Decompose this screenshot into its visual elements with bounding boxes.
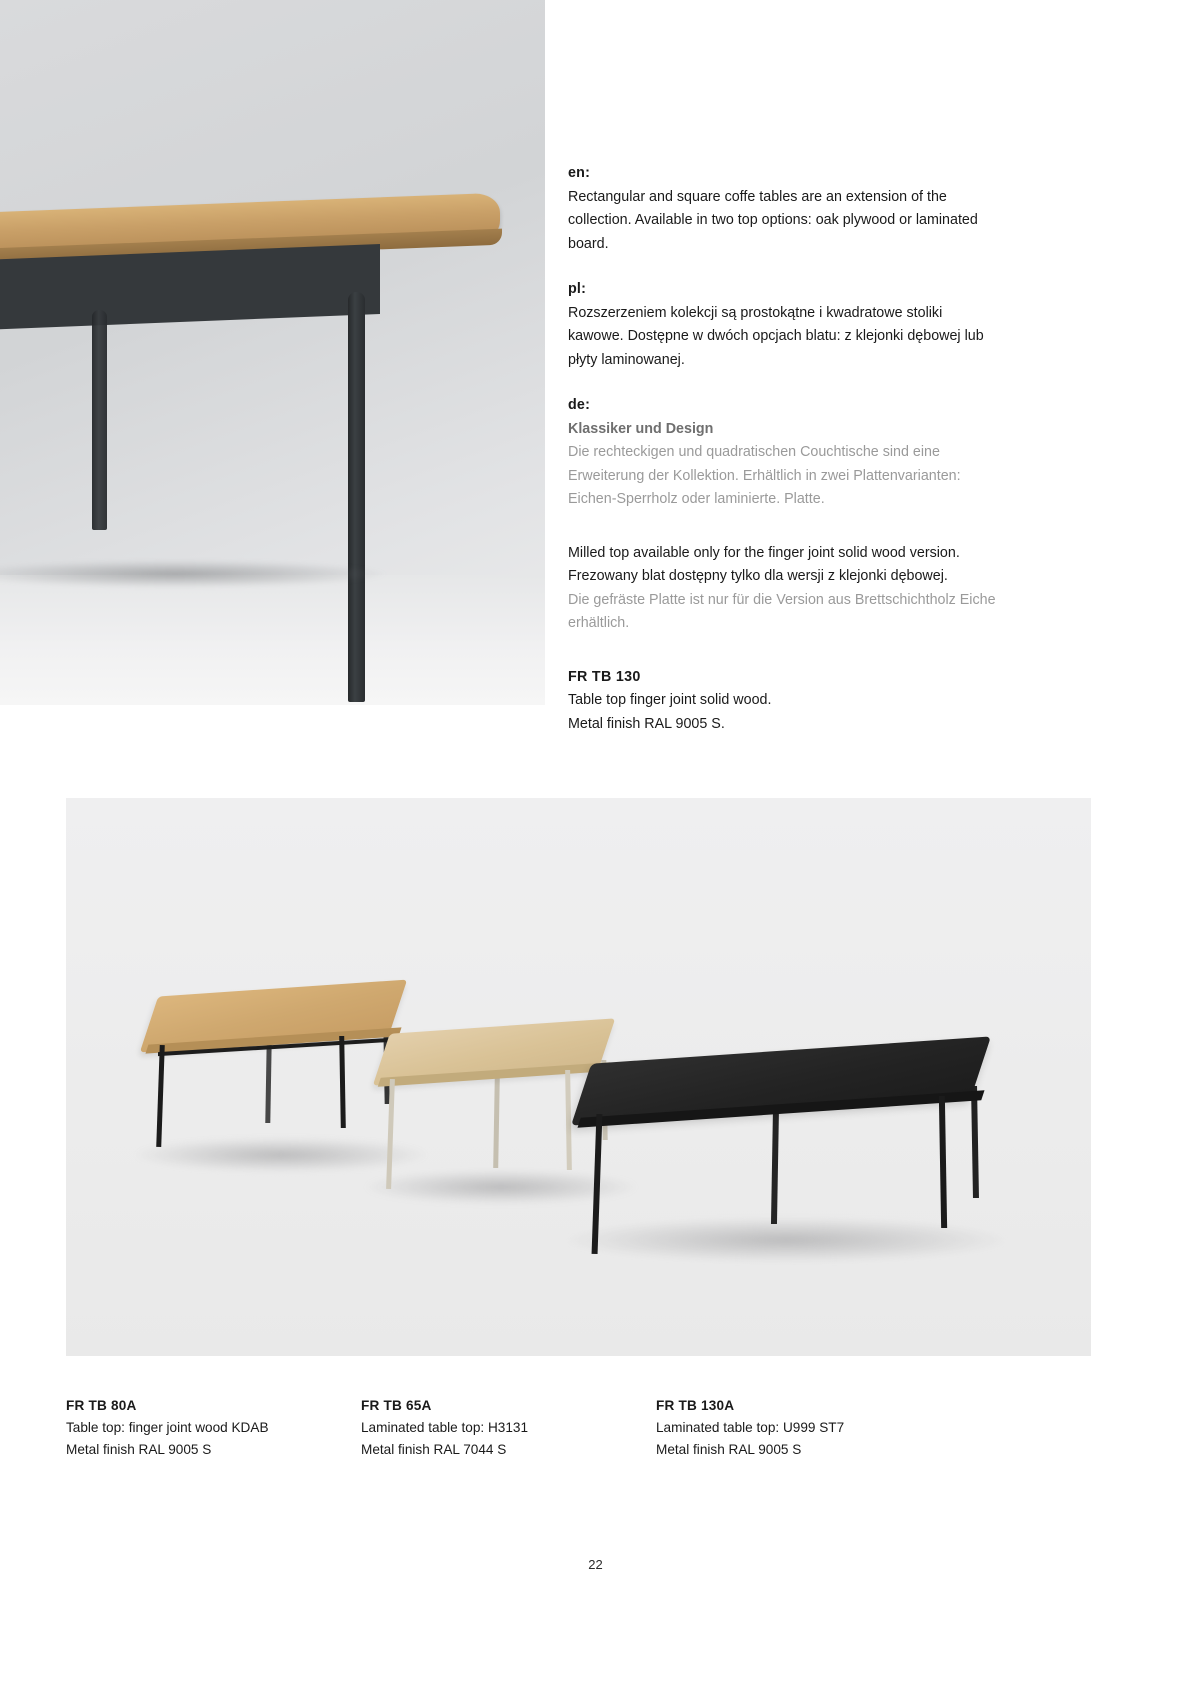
shadow-table-1 xyxy=(136,1138,426,1172)
table-1-leg-back-left xyxy=(265,1041,271,1123)
note-text-en: Milled top available only for the finger joint solid wood version. xyxy=(568,544,960,561)
hero-table-leg-front xyxy=(348,292,365,702)
hero-shadow xyxy=(0,560,390,588)
product-code: FR TB 130 xyxy=(568,668,641,685)
caption-column-1 xyxy=(66,1395,361,1461)
caption-line1-2: Laminated table top: H3131 xyxy=(361,1420,529,1435)
language-label-de: de: xyxy=(568,397,591,413)
language-label-pl: pl: xyxy=(568,281,587,297)
caption-column-2 xyxy=(361,1395,656,1461)
paragraph-en xyxy=(568,162,998,256)
paragraph-pl xyxy=(568,278,998,372)
caption-row xyxy=(66,1395,1091,1461)
table-3-leg-back-left xyxy=(771,1106,779,1224)
table-1-leg-front-right xyxy=(339,1036,346,1128)
caption-line2-1: Metal finish RAL 9005 S xyxy=(66,1442,212,1457)
description-text-en: Rectangular and square coffe tables are an extension of the collection. Available in two top options: oak plywood or laminated board. xyxy=(568,188,978,252)
table-2-leg-back-left xyxy=(493,1076,500,1168)
description-title-de: Klassiker und Design xyxy=(568,420,714,437)
caption-line1-3: Laminated table top: U999 ST7 xyxy=(656,1420,845,1435)
product-spec-block xyxy=(568,666,998,737)
hero-table-apron xyxy=(0,244,380,330)
page-number: 22 xyxy=(588,1557,603,1572)
table-3-leg-front-right xyxy=(939,1096,947,1228)
caption-line2-3: Metal finish RAL 9005 S xyxy=(656,1442,802,1457)
description-text-de: Die rechteckigen und quadratischen Couchtische sind eine Erweiterung der Kollektion. Erhältlich in zwei Plattenvarianten: Eichen-Sperrholz oder laminierte. Platte. xyxy=(568,444,961,507)
paragraph-note xyxy=(568,542,998,636)
table-3-leg-back-right xyxy=(971,1086,979,1198)
caption-column-3 xyxy=(656,1395,951,1461)
language-label-en: en: xyxy=(568,165,591,181)
caption-line1-1: Table top: finger joint wood KDAB xyxy=(66,1420,269,1435)
table-1-leg-front-left xyxy=(156,1045,165,1147)
caption-code-3: FR TB 130A xyxy=(656,1398,735,1413)
note-text-de: Die gefräste Platte ist nur für die Version aus Brettschichtholz Eiche erhältlich. xyxy=(568,591,996,631)
shadow-table-3 xyxy=(566,1218,1006,1262)
hero-table-leg-back xyxy=(92,310,107,530)
caption-line2-2: Metal finish RAL 7044 S xyxy=(361,1442,507,1457)
description-text-pl: Rozszerzeniem kolekcji są prostokątne i kwadratowe stoliki kawowe. Dostępne w dwóch opcjach blatu: z klejonki dębowej lub płyty laminowanej. xyxy=(568,304,984,368)
table-2-leg-front-right xyxy=(565,1070,572,1170)
product-spec-line-2: Metal finish RAL 9005 S. xyxy=(568,715,725,732)
description-column xyxy=(568,162,998,758)
caption-code-2: FR TB 65A xyxy=(361,1398,432,1413)
product-spec-line-1: Table top finger joint solid wood. xyxy=(568,692,772,708)
note-text-pl: Frezowany blat dostępny tylko dla wersji z klejonki dębowej. xyxy=(568,568,948,584)
product-photo xyxy=(66,798,1091,1356)
hero-image xyxy=(0,0,545,705)
caption-code-1: FR TB 80A xyxy=(66,1398,137,1413)
paragraph-de xyxy=(568,394,998,512)
hero-floor xyxy=(0,575,545,705)
